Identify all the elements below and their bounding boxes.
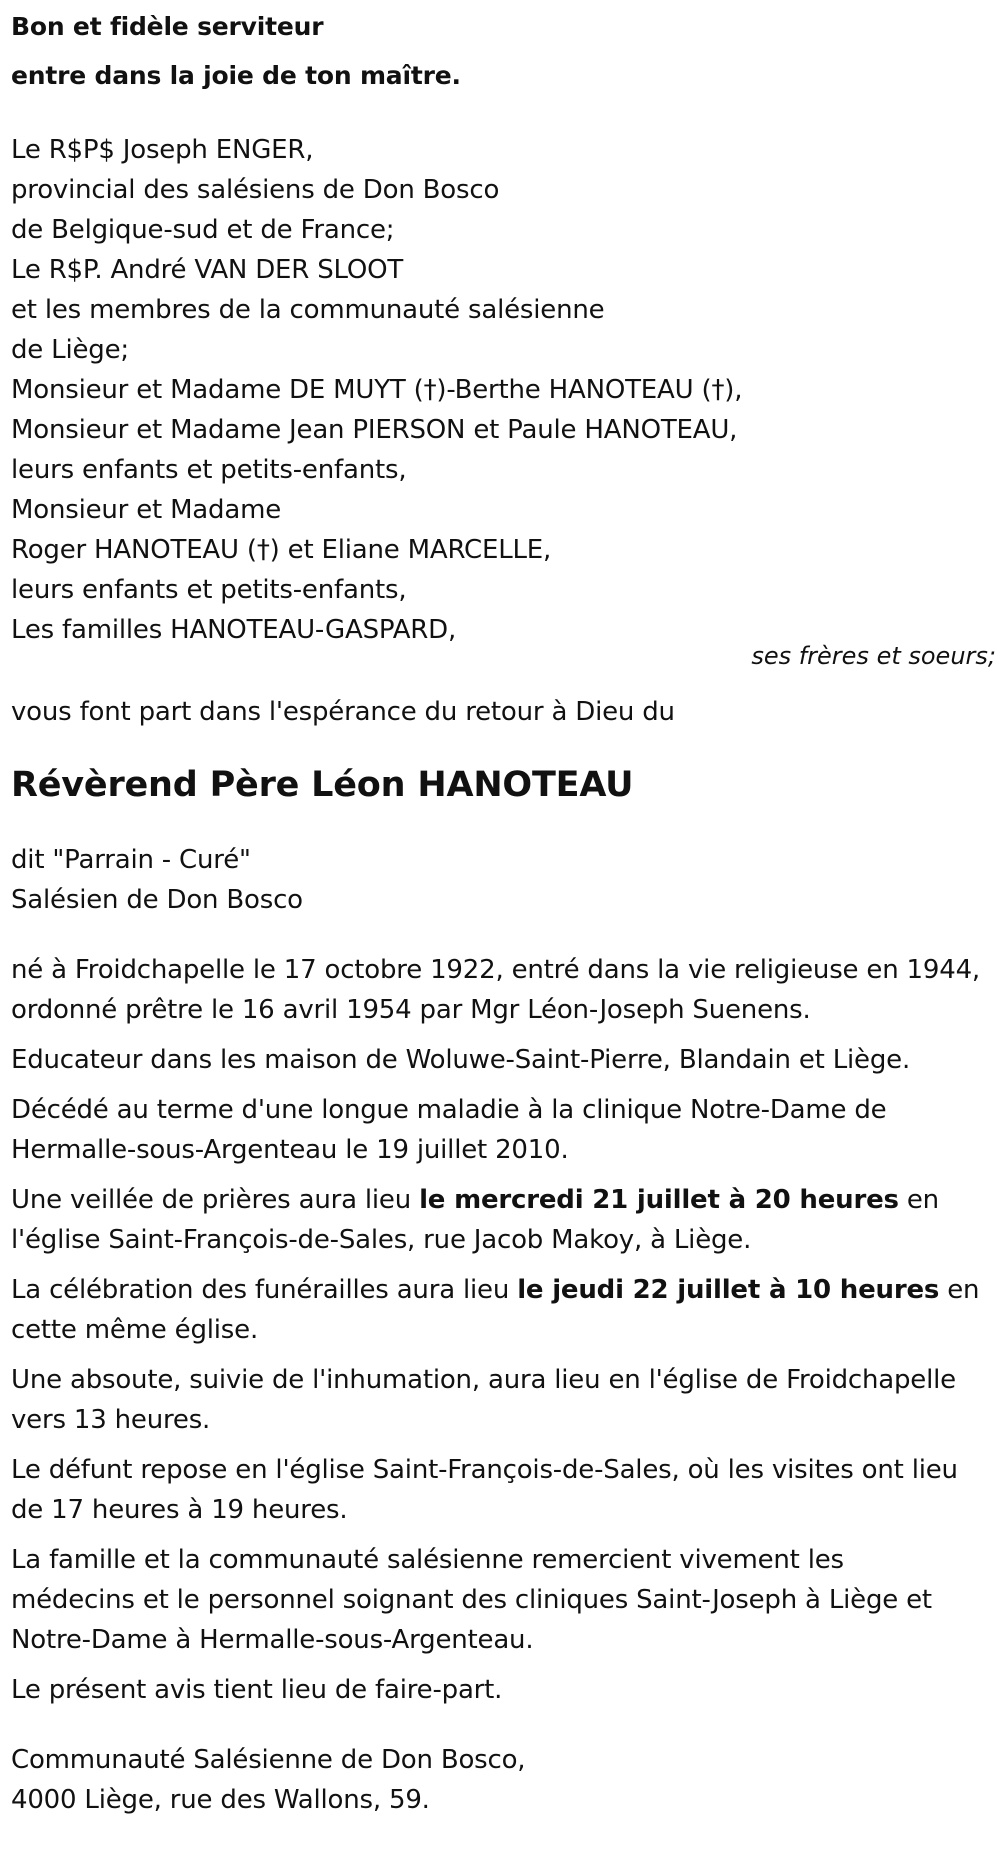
announcer-line: Roger HANOTEAU (†) et Eliane MARCELLE, [11, 535, 552, 565]
burial-paragraph [11, 1360, 996, 1440]
relation-note: ses frères et soeurs; [751, 642, 996, 670]
burial-line-1: Une absoute, suivie de l'inhumation, aura lieu en l'église de Froidchapelle [11, 1365, 956, 1395]
address-block [11, 1740, 996, 1820]
announcers-list [11, 130, 996, 650]
visits-paragraph [11, 1450, 996, 1530]
nickname: dit "Parrain - Curé" [11, 845, 251, 875]
educator-line: Educateur dans les maison de Woluwe-Saint-Pierre, Blandain et Liège. [11, 1045, 911, 1075]
bio-line-2: ordonné prêtre le 16 avril 1954 par Mgr Léon-Joseph Suenens. [11, 995, 811, 1025]
bio-line-1: né à Froidchapelle le 17 octobre 1922, entré dans la vie religieuse en 1944, [11, 955, 980, 985]
announcer-line: Le R$P. André VAN DER SLOOT [11, 255, 404, 285]
announcer-line: Le R$P$ Joseph ENGER, [11, 135, 314, 165]
obituary-notice [11, 0, 996, 1820]
announcer-line: Monsieur et Madame Jean PIERSON et Paule HANOTEAU, [11, 415, 738, 445]
funeral-date: le jeudi 22 juillet à 10 heures [517, 1275, 940, 1305]
address-line-2: 4000 Liège, rue des Wallons, 59. [11, 1785, 430, 1815]
announcer-line: de Belgique-sud et de France; [11, 215, 395, 245]
thanks-paragraph [11, 1540, 996, 1660]
death-line-1: Décédé au terme d'une longue maladie à la clinique Notre-Dame de [11, 1095, 887, 1125]
vigil-line-2: l'église Saint-François-de-Sales, rue Jacob Makoy, à Liège. [11, 1225, 752, 1255]
thanks-line-1: La famille et la communauté salésienne remercient vivement les [11, 1545, 844, 1575]
funeral-paragraph [11, 1270, 996, 1350]
notice-line: Le présent avis tient lieu de faire-part. [11, 1675, 503, 1705]
vigil-prefix: Une veillée de prières aura lieu [11, 1185, 420, 1215]
vigil-suffix: en [898, 1185, 939, 1215]
announcer-line: provincial des salésiens de Don Bosco [11, 175, 500, 205]
funeral-line-2: cette même église. [11, 1315, 259, 1345]
announcer-line: leurs enfants et petits-enfants, [11, 575, 407, 605]
thanks-line-2: médecins et le personnel soignant des cliniques Saint-Joseph à Liège et [11, 1585, 932, 1615]
burial-line-2: vers 13 heures. [11, 1405, 211, 1435]
bio-paragraph [11, 950, 996, 1030]
funeral-prefix: La célébration des funérailles aura lieu [11, 1275, 518, 1305]
announcer-line: leurs enfants et petits-enfants, [11, 455, 407, 485]
address-line-1: Communauté Salésienne de Don Bosco, [11, 1745, 526, 1775]
announcer-line: Monsieur et Madame DE MUYT (†)-Berthe HANOTEAU (†), [11, 375, 743, 405]
vigil-paragraph [11, 1180, 996, 1260]
vigil-date: le mercredi 21 juillet à 20 heures [419, 1185, 899, 1215]
educator-paragraph [11, 1040, 996, 1080]
announcer-line: Monsieur et Madame [11, 495, 281, 525]
funeral-suffix: en [939, 1275, 980, 1305]
vigil-line-1 [11, 1180, 996, 1220]
announcer-line: et les membres de la communauté salésienne [11, 295, 605, 325]
thanks-line-3: Notre-Dame à Hermalle-sous-Argenteau. [11, 1625, 534, 1655]
visits-line-1: Le défunt repose en l'église Saint-François-de-Sales, où les visites ont lieu [11, 1455, 958, 1485]
motto-line-1: Bon et fidèle serviteur [11, 12, 324, 41]
visits-line-2: de 17 heures à 19 heures. [11, 1495, 348, 1525]
announcer-line: Les familles HANOTEAU-GASPARD, [11, 615, 457, 645]
funeral-line-1 [11, 1270, 996, 1310]
announcer-line: de Liège; [11, 335, 129, 365]
congregation: Salésien de Don Bosco [11, 885, 303, 915]
announcement-intro: vous font part dans l'espérance du retour à Dieu du [11, 697, 675, 727]
death-paragraph [11, 1090, 996, 1170]
death-line-2: Hermalle-sous-Argenteau le 19 juillet 2010. [11, 1135, 569, 1165]
notice-paragraph [11, 1670, 996, 1710]
deceased-name: Révèrend Père Léon HANOTEAU [11, 765, 634, 805]
motto-line-2: entre dans la joie de ton maître. [11, 61, 461, 90]
